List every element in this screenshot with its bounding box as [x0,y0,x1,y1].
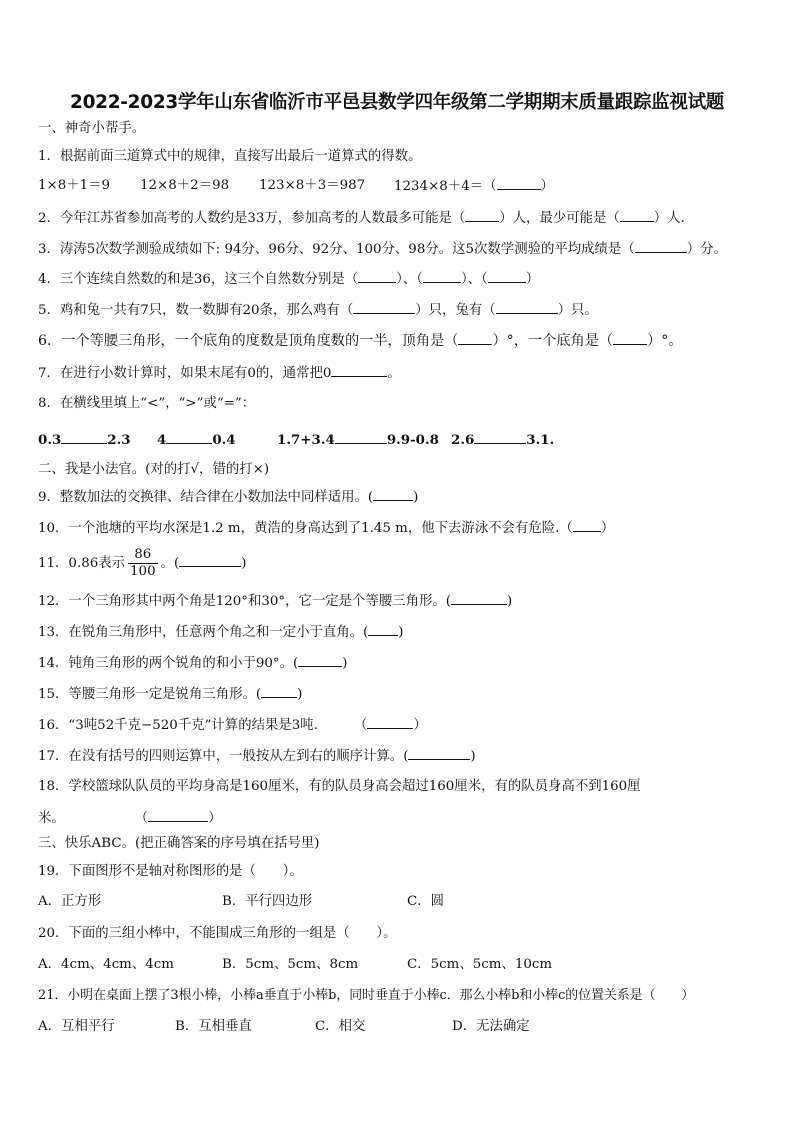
question-9 [38,488,418,507]
q8-compare-2 [157,431,236,449]
q8-compare-1 [38,431,131,449]
q7-blank[interactable] [331,364,387,377]
q11-fraction-denominator: 100 [130,564,156,579]
page-title: 2022-2023学年山东省临沂市平邑县数学四年级第二学期期末质量跟踪监视试题 [70,92,724,113]
q5-text-a: 5．鸡和兔一共有7只，数一数脚有20条，那么鸡有（ [38,303,354,318]
q11-text-c: ) [241,556,247,571]
q12-text-a: 12．一个三角形其中两个角是120°和30°，它一定是个等腰三角形。( [38,594,452,609]
q5-blank-rabbit[interactable] [496,301,558,314]
q14-text-a: 14．钝角三角形的两个锐角的和小于90°。( [38,656,299,671]
q9-blank[interactable] [373,488,413,501]
q5-text-b: ）只，兔有（ [415,303,496,318]
q13-text-a: 13．在锐角三角形中，任意两个角之和一定小于直角。( [38,625,369,640]
q8-c1-blank[interactable] [61,431,107,444]
q3-text-a: 3．涛涛5次数学测验成绩如下: 94分、96分、92分、100分、98分。这5次数学测验的平均成绩是（ [38,242,635,257]
q8-c3-right: 9.9-0.8 [386,432,439,448]
q19-option-a[interactable]: A．正方形 [38,894,102,909]
question-12 [38,592,512,611]
q2-text-b: ）人，最少可能是（ [499,211,620,226]
question-20: 20．下面的三组小棒中，不能围成三角形的一组是（ ）。 [38,926,397,941]
q17-text-a: 17．在没有括号的四则运算中，一般按从左到右的顺序计算。( [38,749,409,764]
q1-equation-1: 1×8＋1＝9 [38,178,111,193]
q17-blank[interactable] [408,747,470,760]
q8-c4-blank[interactable] [474,431,526,444]
q11-fraction [128,547,158,580]
q11-fraction-numerator: 86 [128,547,158,564]
q19-option-b[interactable]: B．平行四边形 [222,894,313,909]
section-3-heading: 三、快乐ABC。(把正确答案的序号填在括号里) [38,836,320,851]
section-1-heading: 一、神奇小帮手。 [38,121,146,136]
q8-c1-right: 2.3 [107,432,131,448]
q10-text-a: 10．一个池塘的平均水深是1.2 m，黄浩的身高达到了1.45 m，他下去游泳不会有危险.（ [38,521,573,536]
q2-blank-max[interactable] [465,209,499,222]
q13-blank[interactable] [368,623,398,636]
q1-equation-2: 12×8＋2＝98 [140,178,230,193]
question-18-continued [38,809,222,828]
q1-equation-3: 123×8＋3＝987 [259,178,366,193]
q16-text-b: （ [353,718,368,733]
q19-option-c[interactable]: C．圆 [407,894,445,909]
q18-blank[interactable] [148,809,208,822]
q6-text-a: 6．一个等腰三角形，一个底角的度数是顶角度数的一半，顶角是（ [38,333,459,349]
q17-text-b: ) [470,749,476,764]
question-21: 21．小明在桌面上摆了3根小棒，小棒a垂直于小棒b，同时垂直于小棒c．那么小棒b和小棒c的位置关系是（ ） [38,988,695,1003]
q6-text-c: ）°。 [647,333,683,349]
q7-text-a: 7．在进行小数计算时，如果末尾有0的，通常把0 [38,366,332,381]
q8-c2-right: 0.4 [212,432,236,448]
question-8: 8．在横线里填上“<”，“>”或“=”： [38,396,256,411]
q4-blank-3[interactable] [488,270,526,283]
q14-text-b: ) [342,656,348,671]
q8-c4-right: 3.1. [526,432,555,448]
q14-blank[interactable] [298,654,342,667]
question-13 [38,623,403,642]
q11-text-b: 。( [160,556,180,571]
q3-text-b: ）分。 [686,242,727,257]
q21-option-d[interactable]: D．无法确定 [452,1019,530,1034]
q21-option-c[interactable]: C．相交 [315,1019,366,1034]
q1-answer-blank[interactable] [497,177,541,190]
q16-text-c: ） [413,718,427,733]
q4-blank-1[interactable] [358,270,396,283]
question-7 [38,364,401,383]
q8-c3-left: 1.7+3.4 [277,432,335,448]
question-14 [38,654,347,673]
q8-c2-blank[interactable] [166,431,212,444]
q11-blank[interactable] [179,554,241,567]
q6-blank-apex[interactable] [458,332,492,345]
question-4 [38,270,539,289]
q12-text-b: ) [507,594,513,609]
q21-option-b[interactable]: B．互相垂直 [175,1019,252,1034]
q10-blank[interactable] [573,519,601,532]
q6-blank-base[interactable] [613,332,647,345]
q7-text-b: 。 [387,366,401,381]
q10-text-b: ） [600,521,615,536]
question-15 [38,685,302,704]
q4-text-c: ）、（ [460,272,488,287]
q16-text-a: 16．“3吨52千克−520千克”计算的结果是3吨. [38,718,318,733]
question-19: 19．下面图形不是轴对称图形的是（ ）。 [38,864,303,879]
question-2 [38,209,694,228]
q8-compare-4 [451,431,554,449]
q11-text-a: 11．0.86表示 [38,556,126,571]
question-6 [38,332,683,350]
q5-text-c: ）只。 [557,303,598,318]
q8-c2-left: 4 [157,432,167,448]
question-1: 1．根据前面三道算式中的规律，直接写出最后一道算式的得数。 [38,149,422,164]
q18-text-d: ） [208,811,222,826]
q18-text-b: 米。 [38,811,65,826]
q4-text-a: 4．三个连续自然数的和是36，这三个自然数分别是（ [38,272,359,287]
q20-option-b[interactable]: B．5cm、5cm、8cm [222,957,359,972]
q1-paren-close: ） [540,179,554,194]
question-5 [38,301,598,320]
q2-blank-min[interactable] [620,209,654,222]
q16-blank[interactable] [367,716,413,729]
q5-blank-chicken[interactable] [353,301,415,314]
q15-text-a: 15．等腰三角形一定是锐角三角形。( [38,687,262,702]
q8-c3-blank[interactable] [335,431,387,444]
question-10 [38,519,614,538]
question-11 [38,547,246,581]
q15-blank[interactable] [261,685,297,698]
q9-text-b: ) [413,490,419,505]
q12-blank[interactable] [451,592,507,605]
q2-text-a: 2．今年江苏省参加高考的人数约是33万，参加高考的人数最多可能是（ [38,211,466,226]
question-16 [38,716,427,735]
q2-text-c: ）人． [653,211,694,226]
q3-blank[interactable] [635,240,687,253]
q15-text-b: ) [297,687,303,702]
q8-c1-left: 0.3 [38,432,62,448]
q6-text-b: ）°，一个底角是（ [492,333,614,349]
q20-option-c[interactable]: C．5cm、5cm、10cm [407,957,553,972]
q4-blank-2[interactable] [423,270,461,283]
section-2-heading: 二、我是小法官。(对的打√，错的打×) [38,462,270,477]
question-18: 18．学校篮球队队员的平均身高是160厘米，有的队员身高会超过160厘米，有的队员身高不到160厘 [38,779,641,794]
question-17 [38,747,476,766]
q21-option-a[interactable]: A．互相平行 [38,1019,115,1034]
q4-text-b: ）、（ [396,272,423,287]
q13-text-b: ) [398,625,404,640]
q18-text-c: （ [134,811,149,826]
question-3 [38,240,727,259]
q1-equation-4-text: 1234×8＋4＝（ [394,179,497,194]
q9-text-a: 9．整数加法的交换律、结合律在小数加法中同样适用。( [38,490,374,505]
q4-text-d: ） [525,272,540,287]
q8-c4-left: 2.6 [451,432,475,448]
q1-equation-4 [394,177,554,196]
q20-option-a[interactable]: A．4cm、4cm、4cm [38,957,174,972]
q8-compare-3 [277,431,439,449]
